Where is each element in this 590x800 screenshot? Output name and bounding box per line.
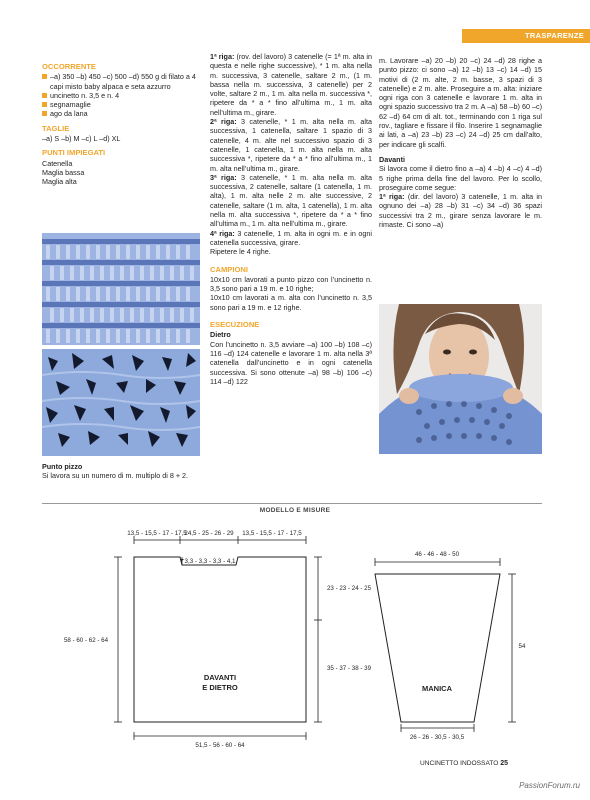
campioni-title: CAMPIONI [210, 264, 248, 274]
tool-item: uncinetto n. 3,5 e n. 4 [42, 91, 204, 100]
taglie-title: TAGLIE [42, 123, 70, 133]
page-footer [420, 760, 508, 767]
riga-2: 2ª riga: 3 catenelle, * 1 m. alta nella m. alta successiva, 1 catenella, saltare 1 spazio di 3 catenelle, 4 m. alte nel successivo spazio di 3 catenelle, 1 catenella, 1 m. alta nella m. alta successiva *, ripetere da * a * fino all’ultima m., 1 m. alta nell’ultima m., girare. [210, 117, 372, 173]
riga-4: 4ª riga: 3 catenelle, 1 m. alta in ogni m. e in ogni catenella successiva, girare. [210, 228, 372, 247]
schematic-diagram [42, 520, 552, 760]
davanti-text: Si lavora come il dietro fino a –a) 4 –b) 4 –c) 4 –d) 5 righe prima della fine del lavoro. Per lo scollo, proseguire come segue: [379, 164, 542, 192]
punto-pizzo-caption [42, 462, 202, 481]
swatch-photo-lace [42, 349, 200, 456]
instructions-column-3 [379, 56, 542, 229]
page-number: 25 [500, 760, 509, 767]
ripetere-text: Ripetere le 4 righe. [210, 247, 271, 257]
bullet-square-icon [42, 102, 47, 107]
label-armhole: 23 - 23 - 24 - 25 [326, 585, 372, 592]
label-side: 35 - 37 - 38 - 39 [326, 665, 372, 672]
riga-3: 3ª riga: 3 catenelle, * 1 m. alta nella m. alta successiva, 2 catenelle, saltare (1 catenella, 1 m. alta), 1 m. alta nelle 2 m. alte successive, 2 catenelle, saltare (1 m. alta, 1 catenella), 1 m. alta nella m. alta successiva *, ripetere da * a * fino all’ultima m., 1 m. alta nell’ultima m., girare. [210, 172, 372, 229]
section-title: TRASPARENZE [525, 31, 584, 40]
tool-item: segnamaglie [42, 100, 204, 109]
magazine-name: UNCINETTO INDOSSATO [420, 760, 499, 767]
label-top-mid: 24,5 - 25 - 26 - 29 [184, 530, 234, 537]
esecuzione-title: ESECUZIONE [210, 320, 260, 330]
label-width-bottom: 51,5 - 56 - 60 - 64 [195, 742, 245, 749]
body-label-2: E DIETRO [202, 683, 238, 692]
sleeve-label: MANICA [422, 684, 452, 693]
stitch-item: Catenella [42, 158, 73, 168]
label-height-total: 58 - 60 - 62 - 64 [63, 637, 109, 644]
davanti-riga-1: 1ª riga: (dir. del lavoro) 3 catenelle, 1 m. alta in ognuno dei –a) 28 –b) 31 –c) 34 –d) 36 spazi successivi tra 2 m., girare senza lavorare le m. rimaste. Ci sono –a) [379, 192, 542, 230]
bullet-square-icon [42, 111, 47, 116]
stitch-item: Maglia alta [42, 177, 77, 187]
occorrente-title: OCCORRENTE [42, 62, 97, 71]
bullet-square-icon [42, 93, 47, 98]
label-top-left: 13,5 - 15,5 - 17 - 17,5 [127, 530, 187, 537]
davanti-title: Davanti [379, 154, 405, 164]
watermark: PassionForum.ru [519, 781, 580, 790]
stitch-item: Maglia bassa [42, 167, 85, 177]
bullet-square-icon [42, 74, 47, 79]
sizes-text: –a) S –b) M –c) L –d) XL [42, 134, 121, 144]
label-sleeve-bottom: 26 - 26 - 30,5 - 30,5 [409, 734, 465, 741]
campioni-text-2: 10x10 cm lavorati a m. alta con l’uncinetto n. 3,5 sono pari a 19 m. e 12 righe. [210, 293, 372, 312]
punto-pizzo-title: Punto pizzo [42, 462, 83, 471]
instructions-column [210, 52, 372, 386]
dietro-text: Con l’uncinetto n. 3,5 avviare –a) 100 –b) 108 –c) 116 –d) 124 catenelle e lavorare 1 m. alta nella 3ª catenella dall’uncinetto e in ogni catenella successiva. Si sono ottenute –a) 98 –b) 106 –c) 114 –d) 122 [210, 339, 372, 386]
model-photo [379, 304, 542, 454]
label-sleeve-top: 46 - 46 - 48 - 50 [414, 551, 460, 558]
section-divider [42, 503, 542, 504]
yarn-item: –a) 350 –b) 450 –c) 500 –d) 550 g di filato a 4 capi misto baby alpaca e seta azzurro [42, 72, 204, 91]
dietro-title: Dietro [210, 330, 231, 340]
punti-title: PUNTI IMPIEGATI [42, 148, 106, 158]
tool-item: ago da lana [42, 109, 204, 118]
label-sleeve-height: 54 [518, 643, 526, 650]
diagram-title: MODELLO E MISURE [259, 507, 331, 514]
section-header [462, 29, 590, 43]
dietro-continue-text: m. Lavorare –a) 20 –b) 20 –c) 24 –d) 28 righe a punto pizzo: ci sono –a) 12 –b) 13 –c) 14 –d) 15 motivi di (2 m. alte, 2 m. basse, 3 spazi di 3 catenelle) e 2 m. alte. Proseguire a m. alta: iniziare ogni riga con 3 catenelle e lavorare 1 m. alta in ogni spazio successivo tra 2 m. A –a) 58 –b) 60 –c) 62 –d) 64 cm di alt. tot., terminando con 1 riga sul rov., tagliare e fissare il filo. Inserire 1 segnamaglie ai lati, a –a) 23 –b) 23 –c) 24 –d) 25 cm dall’alto, per indicare gli scalfi. [379, 56, 542, 149]
label-neck-depth: 3,3 - 3,3 - 3,3 - 4,1 [184, 558, 236, 565]
swatch-photo-treble [42, 233, 200, 345]
campioni-text-1: 10x10 cm lavorati a punto pizzo con l’uncinetto n. 3,5 sono pari a 19 m. e 10 righe; [210, 274, 372, 294]
materials-column [42, 62, 204, 187]
body-label-1: DAVANTI [203, 673, 237, 682]
label-top-right: 13,5 - 15,5 - 17 - 17,5 [242, 530, 302, 537]
riga-1: 1ª riga: (rov. del lavoro) 3 catenelle (= 1ª m. alta in questa e nelle righe successive), * 1 m. alta nella m. successiva, 3 catenelle, saltare 2 m., (1 m. bassa nella m. successiva, 3 catenelle) per 2 volte, saltare 2 m., 1 m. alta nella m. successiva *, ripetere da * a * fino all’ultima m., 1 m. alta nell’ultima m., girare. [210, 52, 372, 117]
punto-pizzo-text: Si lavora su un numero di m. multiplo di 8 + 2. [42, 471, 189, 481]
